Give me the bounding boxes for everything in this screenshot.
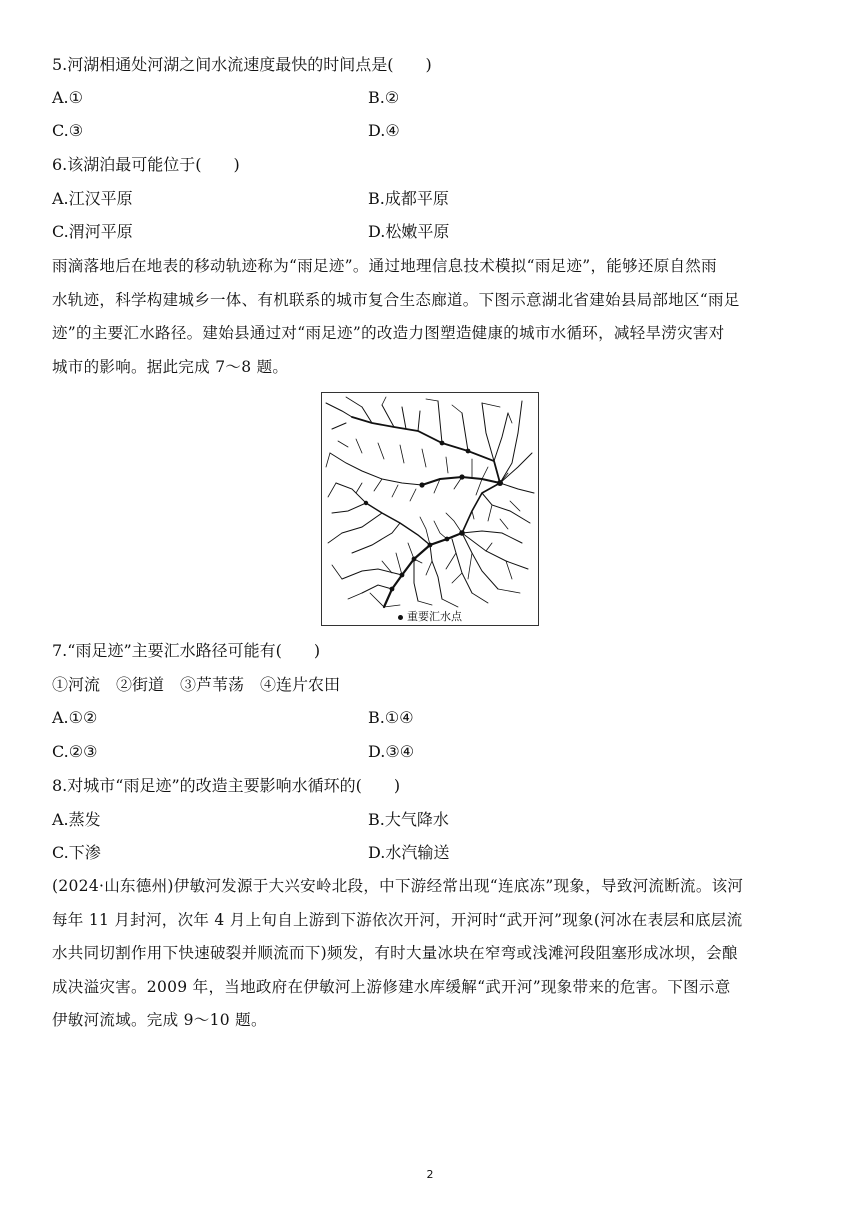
q5-option-d: D.④ [368,121,400,140]
passage1-line-4: 城市的影响。据此完成 7～8 题。 [52,357,289,376]
q6-option-a: A.江汉平原 [52,189,133,208]
q7-option-c: C.②③ [52,742,98,761]
q6-option-b: B.成都平原 [368,189,449,208]
q7-stem: 7.“雨足迹”主要汇水路径可能有( ) [52,641,321,660]
passage1-line-2: 水轨迹，科学构建城乡一体、有机联系的城市复合生态廊道。下图示意湖北省建始县局部地区“雨足 [52,290,740,309]
passage2-line-1: (2024·山东德州)伊敏河发源于大兴安岭北段，中下游经常出现“连底冻”现象，导致河流断流。该河 [52,877,744,895]
passage2-line-3: 水共同切割作用下快速破裂并顺流而下)频发，有时大量冰块在窄弯或浅滩河段阻塞形成冰坝，会酿 [52,944,738,963]
q6-stem: 6.该湖泊最可能位于( ) [52,155,240,174]
q5-option-c: C.③ [52,121,84,140]
q7-option-d: D.③④ [368,742,415,761]
q8-option-c: C.下渗 [52,843,101,862]
drainage-map [322,393,538,609]
q8-option-b: B.大气降水 [368,810,449,829]
q8-option-d: D.水汽输送 [368,843,450,862]
q5-option-b: B.② [368,88,400,107]
map-legend [322,610,538,624]
passage-yimin-river [52,870,808,1038]
passage2-line-2: 每年 11 月封河，次年 4 月上旬自上游到下游依次开河，开河时“武开河”现象(河冰在表层和底层流 [52,910,743,929]
q6-option-c: C.渭河平原 [52,222,133,241]
legend-label: 重要汇水点 [407,610,462,623]
page-number: 2 [426,1168,434,1181]
q6-option-d: D.松嫩平原 [368,222,450,241]
q7-option-b: B.①④ [368,708,414,727]
q7-option-a: A.①② [52,708,98,727]
q5-stem: 5.河湖相通处河湖之间水流速度最快的时间点是( ) [52,55,432,74]
q5-option-a: A.① [52,88,83,107]
passage1-line-1: 雨滴落地后在地表的移动轨迹称为“雨足迹”。通过地理信息技术模拟“雨足迹”，能够还原自然雨 [52,257,717,275]
q7-choices: ①河流 ②街道 ③芦苇荡 ④连片农田 [52,675,341,694]
catchment-point-icon [398,615,403,620]
q8-stem: 8.对城市“雨足迹”的改造主要影响水循环的( ) [52,776,401,795]
passage-rain-footprint [52,250,808,384]
q8-option-a: A.蒸发 [52,810,101,829]
passage2-line-5: 伊敏河流域。完成 9～10 题。 [52,1011,267,1030]
drainage-map-figure [321,392,539,626]
passage1-line-3: 迹”的主要汇水路径。建始县通过对“雨足迹”的改造力图塑造健康的城市水循环，减轻旱涝灾害对 [52,324,725,343]
passage2-line-4: 成决溢灾害。2009 年，当地政府在伊敏河上游修建水库缓解“武开河”现象带来的危害。下图示意 [52,977,731,996]
